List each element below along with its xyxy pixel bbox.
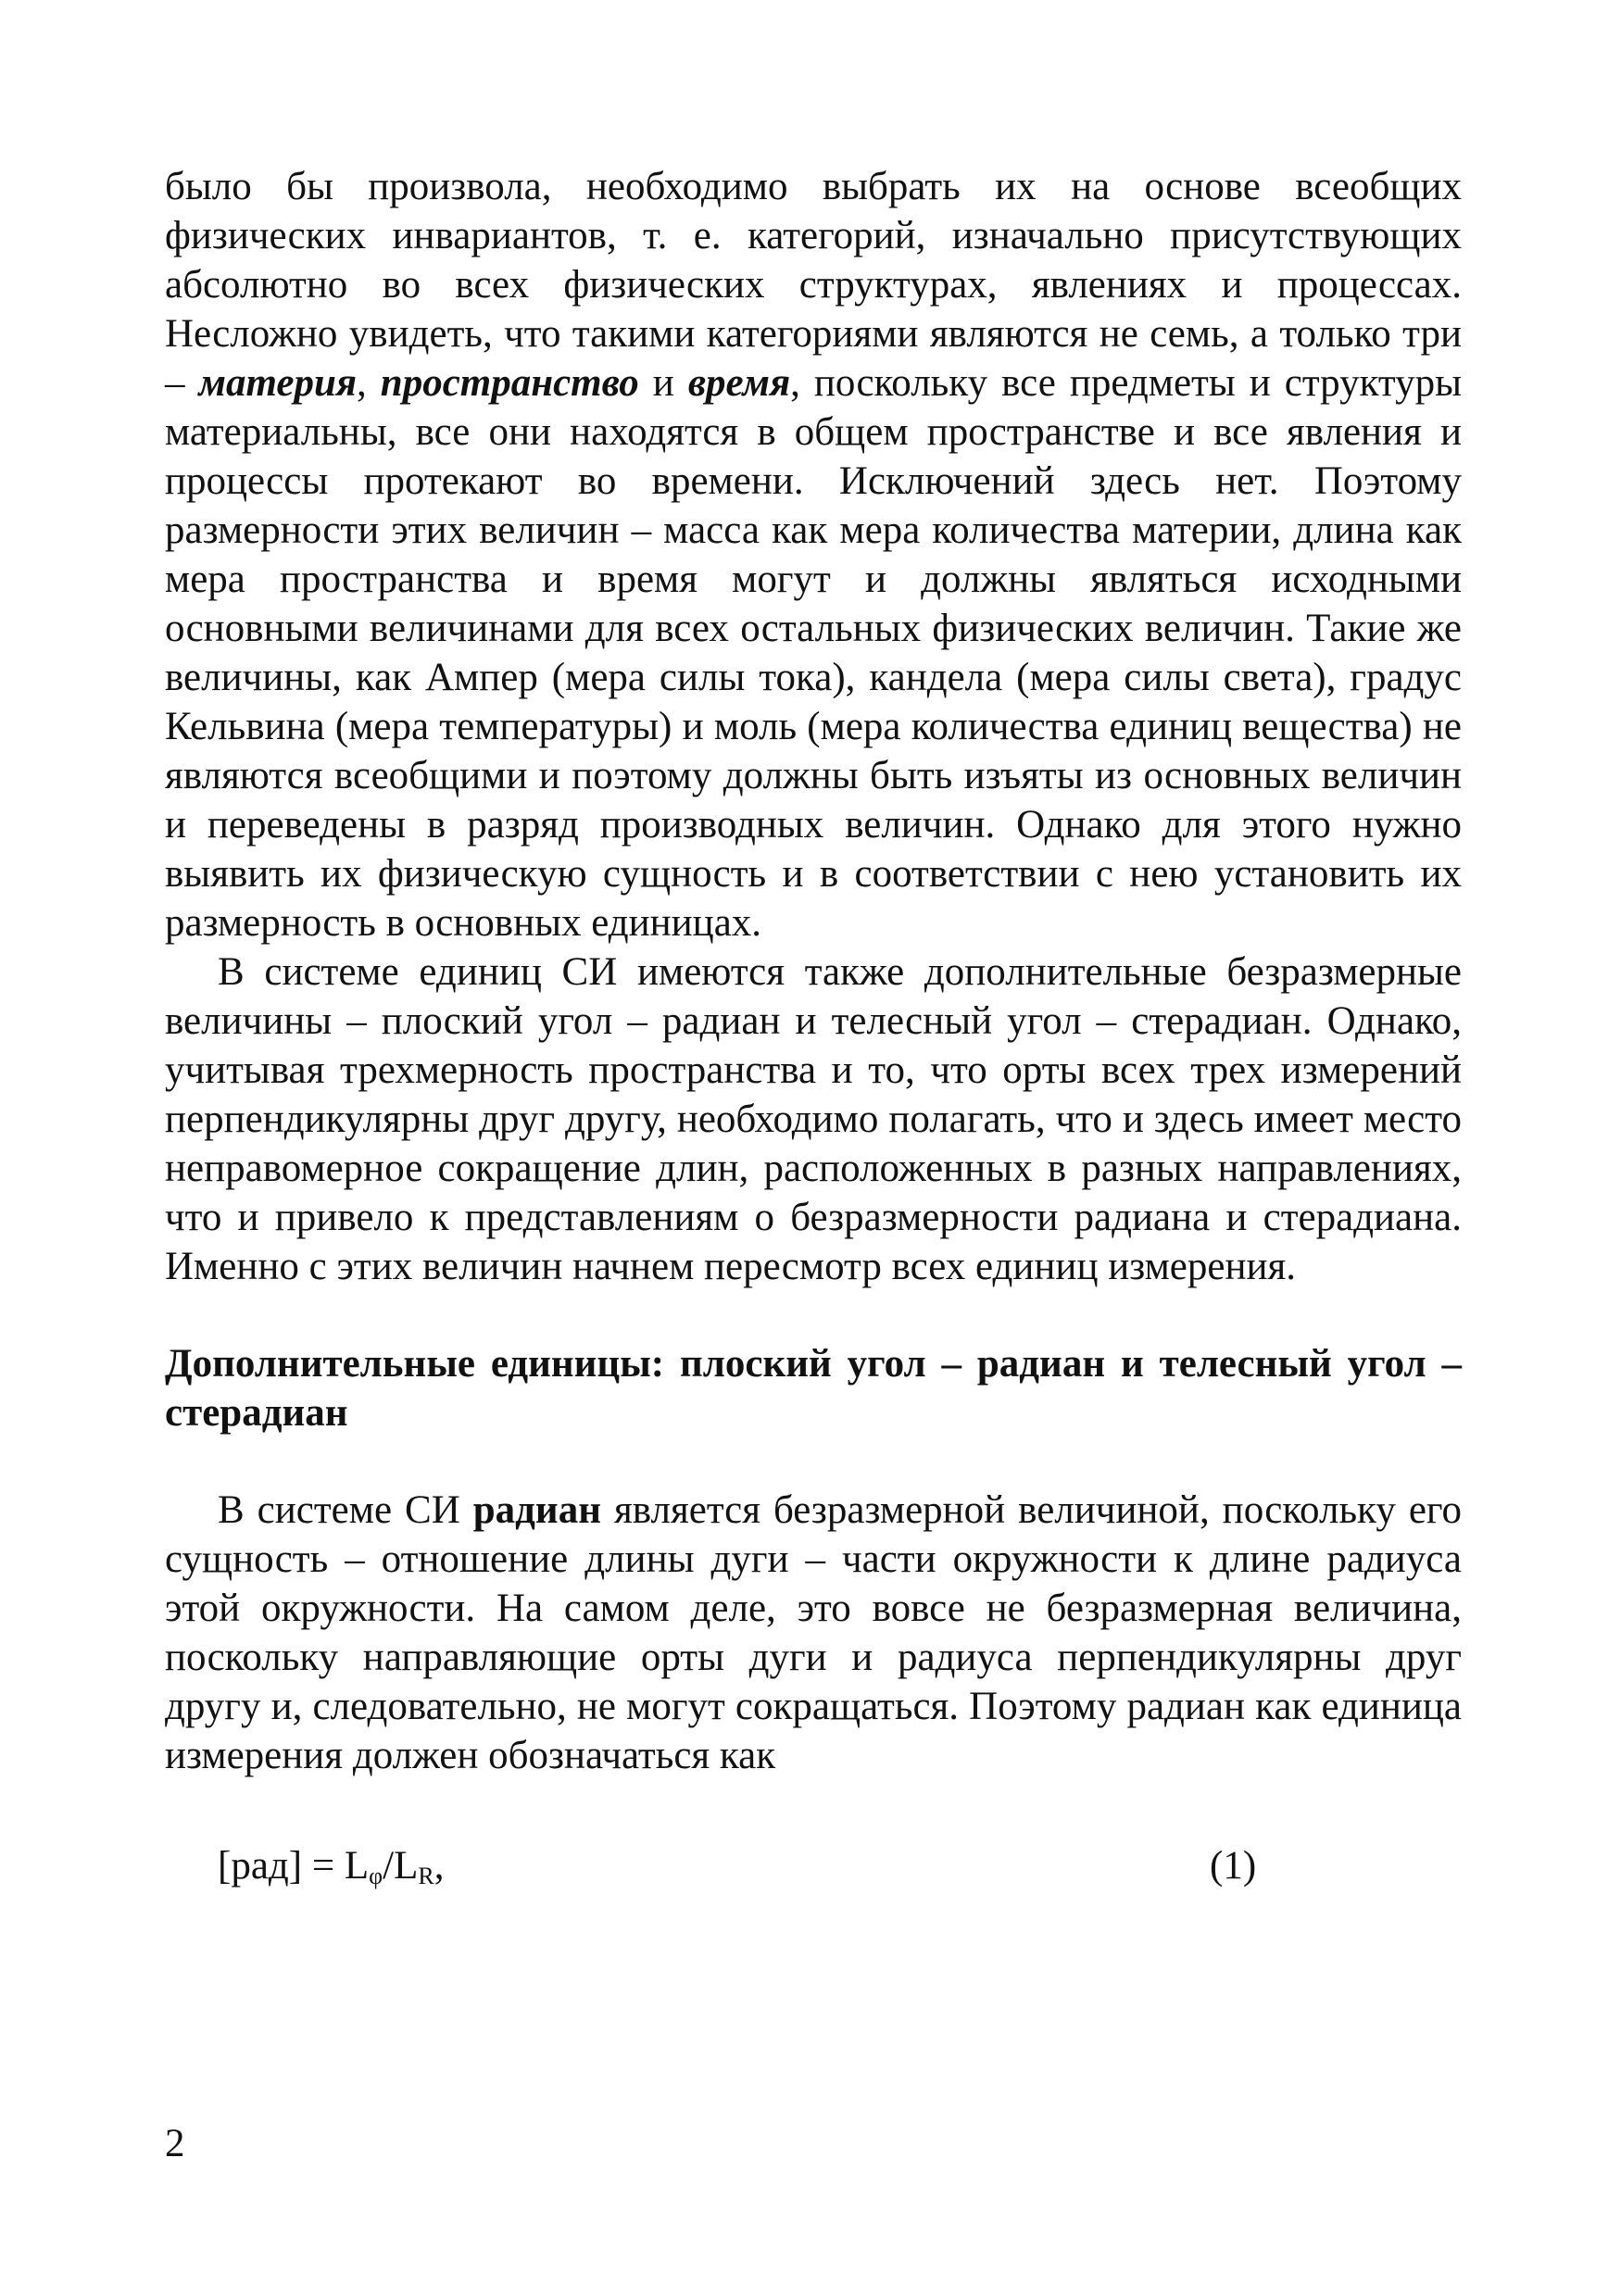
page-number: 2 [165, 2122, 185, 2165]
paragraph-1: было бы произвола, необходимо выбрать их на основе всеобщих физических инвариантов, т. е. категорий, изначально присутствующих абсолютно во всех физических структурах, явлениях и процессах. Несложно увидеть, что такими категориями являются не семь, а только три – материя, пространство и время, поскольку все предметы и структуры материальны, все они находятся в общем пространстве и все явления и процессы протекают во времени. Исключений здесь нет. Поэтому размерности этих величин – масса как мера количества материи, длина как мера пространства и время могут и должны являться исходными основными величинами для всех остальных физических величин. Такие же величины, как Ампер (мера силы тока), кандела (мера силы света), градус Кельвина (мера температуры) и моль (мера количества единиц вещества) не являются всеобщими и поэтому должны быть изъяты из основных величин и переведены в разряд производных величин. Однако для этого нужно выявить их физическую сущность и в соответствии с нею установить их размерность в основных единицах. [165, 165, 1463, 945]
emphasis-space: пространство [380, 361, 639, 405]
emphasis-time: время [687, 361, 791, 405]
formula-1 [165, 1841, 1462, 1897]
section-heading: Дополнительные единицы: плоский угол – радиан и телесный угол – стерадиан [165, 1342, 1462, 1435]
bold-radian: радиан [472, 1488, 601, 1532]
paragraph-2: В системе единиц СИ имеются также дополнительные безразмерные величины – плоский угол – радиан и телесный угол – стерадиан. Однако, учитывая трехмерность пространства и то, что орты всех трех измерений перпендикулярны друг другу, необходимо полагать, что и здесь имеет место неправомерное сокращение длин, расположенных в разных направлениях, что и привело к представлениям о безразмерности радиана и стерадиана. Именно с этих величин начнем пересмотр всех единиц измерения. [165, 950, 1462, 1288]
emphasis-matter: материя [198, 361, 358, 405]
body-text [165, 162, 1462, 1897]
formula-expression: $[рад] = L_\varphi/L_R$, [218, 1844, 445, 1889]
paragraph-3: В системе СИ радиан является безразмерной величиной, поскольку его сущность – отношение длины дуги – части окружности к длине радиуса этой окружности. На самом деле, это вовсе не безразмерная величина, поскольку направляющие орты дуги и радиуса перпендикулярны друг другу и, следовательно, не могут сокращаться. Поэтому радиан как единица измерения должен обозначаться как [165, 1488, 1462, 1777]
formula-number: (1) [1210, 1844, 1257, 1888]
